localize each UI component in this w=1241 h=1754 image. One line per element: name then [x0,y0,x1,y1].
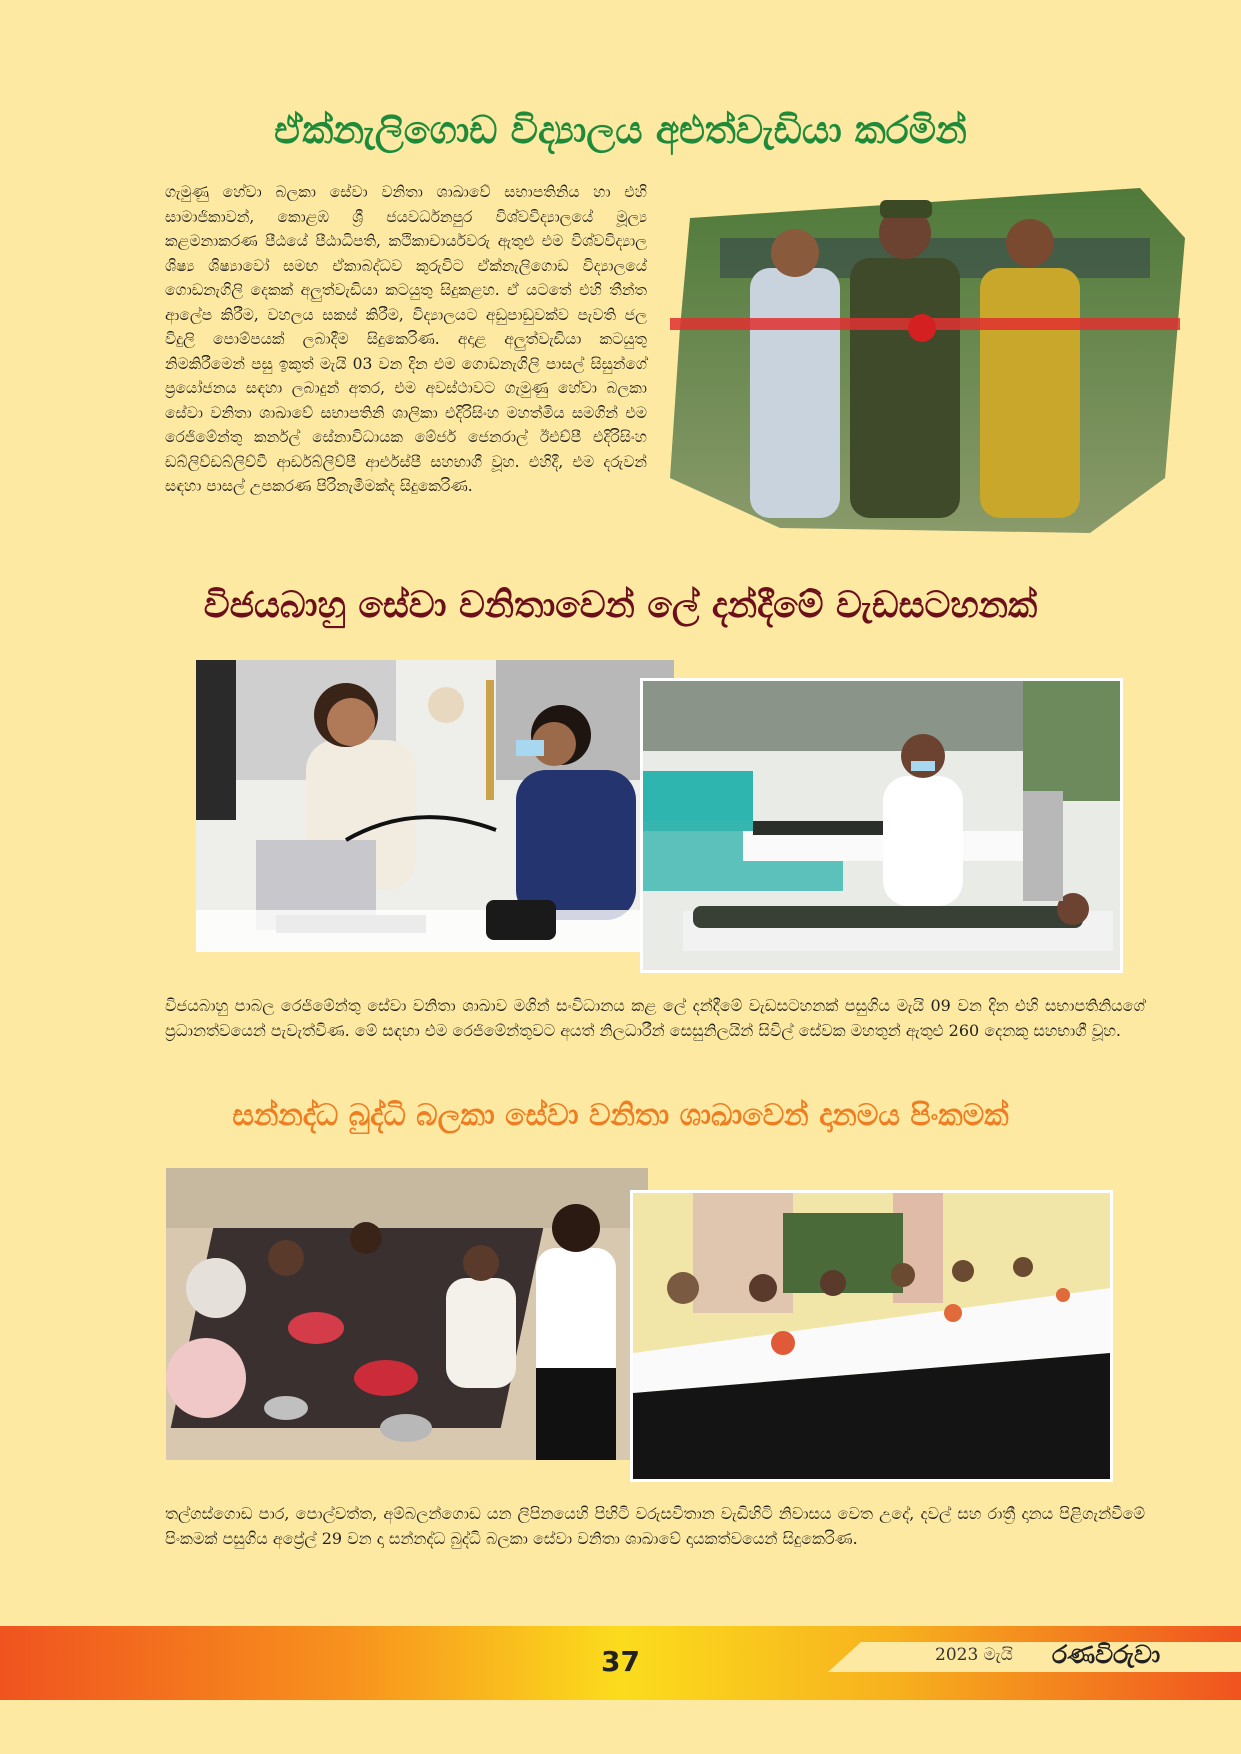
blood-donation-hall-photo [640,678,1123,973]
article-1-title: ඒක්නැලිගොඩ විද්‍යාලය අළුත්වැඩියා කරමින් [274,108,967,152]
magazine-name: රණවිරුවා [1052,1640,1161,1669]
serving-meals-photo [166,1168,648,1460]
article-2-title: විජයබාහු සේවා වනිතාවෙන් ලේ දන්දීමේ වැඩසටහනක් [203,585,1038,626]
dining-table-photo [630,1190,1113,1482]
article-2-body: විජයබාහු පාබල රෙජිමේන්තු සේවා වනිතා ශාඛාව මගින් සංවිධානය කළ ලේ දන්දීමේ වැඩසටහනක් පසුගිය මැයි 09 වන දින එහි සභාපතිනියගේ ප්‍රධානත්වයෙන් පැවැත්විණ. මේ සඳහා එම රෙජිමේන්තුවට අයත් නිලධාරීන් සෙසුනිලයින් සිවිල් සේවක මහතුන් ඇතුළු 260 දෙනකු සහභාගී වූහ. [165,996,1145,1040]
article-3-body: තල්ගස්ගොඩ පාර, පොල්වත්ත, අම්බලන්ගොඩ යන ලිපිනයෙහි පිහිටි වරුසවිතාන වැඩිහිටි නිවාසය වෙත උදේ, දවල් සහ රාත්‍රී දානය පිළිගැන්වීමේ පිංකමක් පසුගිය අප්‍රේල් 29 වන දා සන්නද්ධ බුද්ධි බලකා සේවා වනිතා ශාඛාවේ දායකත්වයෙන් සිදුකෙරිණ. [165,1504,1145,1548]
page-number: 37 [601,1645,640,1678]
ribbon-cutting-photo [660,178,1190,540]
blood-pressure-check-photo [196,660,674,952]
article-1-body: ගැමුණු හේවා බලකා සේවා වනිතා ශාඛාවේ සභාපතිනිය හා එහි සාමාජිකාවන්, කොළඹ ශ්‍රී ජයවර්ධනපුර විශ්වවිද්‍යාලයේ මූල්‍ය කළමනාකරණ පීඨයේ පීඨාධිපති, කථිකාචාර්යවරු ඇතුළු එම විශ්වවිද්‍යාල ශිෂ්‍ය ශිෂ්‍යාවෝ සමඟ ඒකාබද්ධව කුරුවිට ඒක්නැලිගොඩ විද්‍යාලයේ ගොඩනැගිලි දෙකක් අලුත්වැඩියා කටයුතු සිදුකළහ. ඒ යටතේ එහි තීන්ත ආලේප කිරීම, වහලය සකස් කිරීම, විද්‍යාලයට අඩුපාඩුවක්ව පැවති ජල විදුලි පොම්පයක් ලබාදීම සිදුකෙරිණ. අදාළ අලුත්වැඩියා කටයුතු නිමකිරීමෙන් පසු ඉකුත් මැයි 03 වන දින එම ගොඩනැගිලි පාසල් සිසුන්ගේ ප්‍රයෝජනය සඳහා ලබාදුන් අතර, එම අවස්ථාවට ගැමුණු හේවා බලකා සේවා වනිතා ශාඛාවේ සභාපතිනි ශාලිකා එදිරිසිංහ මහත්මිය සමගින් එම රෙජිමේන්තු කර්නල් සේනාවිධායක මේජර් ජෙනරාල් ඊඑච්පී එදිරිසිංහ ඩබ්ලිව්ඩබ්ලිව්වී ආර්ඩබ්ලිව්පී ආර්එස්පී සහභාගී වූහ. එහිදී, එම දරුවන් සඳහා පාසල් උපකරණ පිරිනැමීමක්ද සිදුකෙරිණ. [165,183,647,495]
issue-date: 2023 මැයි [935,1645,1013,1665]
article-3-title: සන්නද්ධ බුද්ධි බලකා සේවා වනිතා ශාඛාවෙන් දානමය පිංකමක් [232,1098,1009,1133]
